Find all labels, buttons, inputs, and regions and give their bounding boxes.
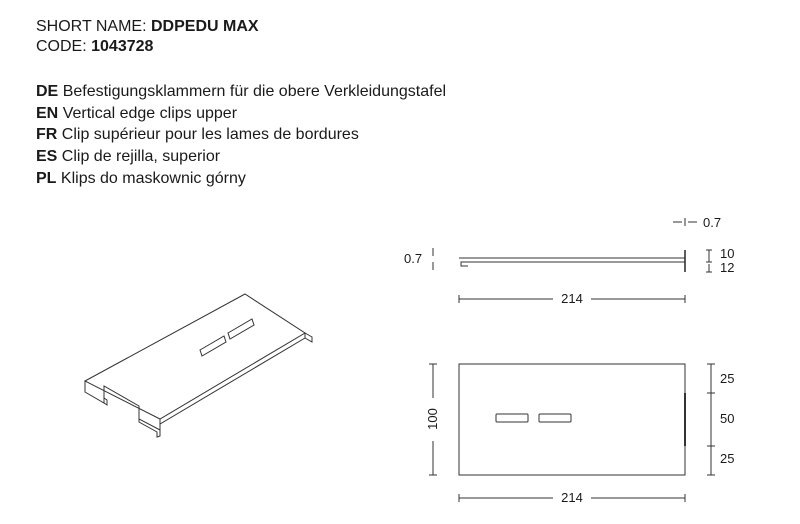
lang-code: FR (36, 126, 58, 143)
short-name-value: DDPEDU MAX (151, 18, 259, 35)
translation-text: Clip supérieur pour les lames de bordures (61, 126, 359, 143)
lang-code: ES (36, 148, 58, 165)
code-value: 1043728 (91, 38, 154, 55)
top-width: 100 (425, 408, 440, 430)
translation-text: Befestigungsklammern für die obere Verkleidungstafel (62, 83, 447, 100)
lang-code: DE (36, 83, 59, 100)
isometric-view (85, 294, 312, 437)
code-label: CODE: (36, 38, 87, 55)
side-thickness-left: 0.7 (404, 251, 423, 266)
translation-text: Vertical edge clips upper (62, 105, 238, 122)
top-segment-top: 25 (720, 371, 735, 386)
side-height-a: 10 (720, 246, 735, 261)
top-length: 214 (561, 490, 583, 505)
lang-code: PL (36, 170, 57, 187)
top-view (429, 364, 715, 502)
top-segment-mid: 50 (720, 411, 735, 426)
side-length: 214 (561, 291, 583, 306)
side-height-b: 12 (720, 260, 735, 275)
lang-code: EN (36, 105, 59, 122)
side-thickness-top: 0.7 (703, 215, 722, 230)
short-name-label: SHORT NAME: (36, 18, 147, 35)
translation-text: Clip de rejilla, superior (61, 148, 221, 165)
translation-text: Klips do maskownic górny (60, 170, 246, 187)
top-segment-bottom: 25 (720, 451, 735, 466)
